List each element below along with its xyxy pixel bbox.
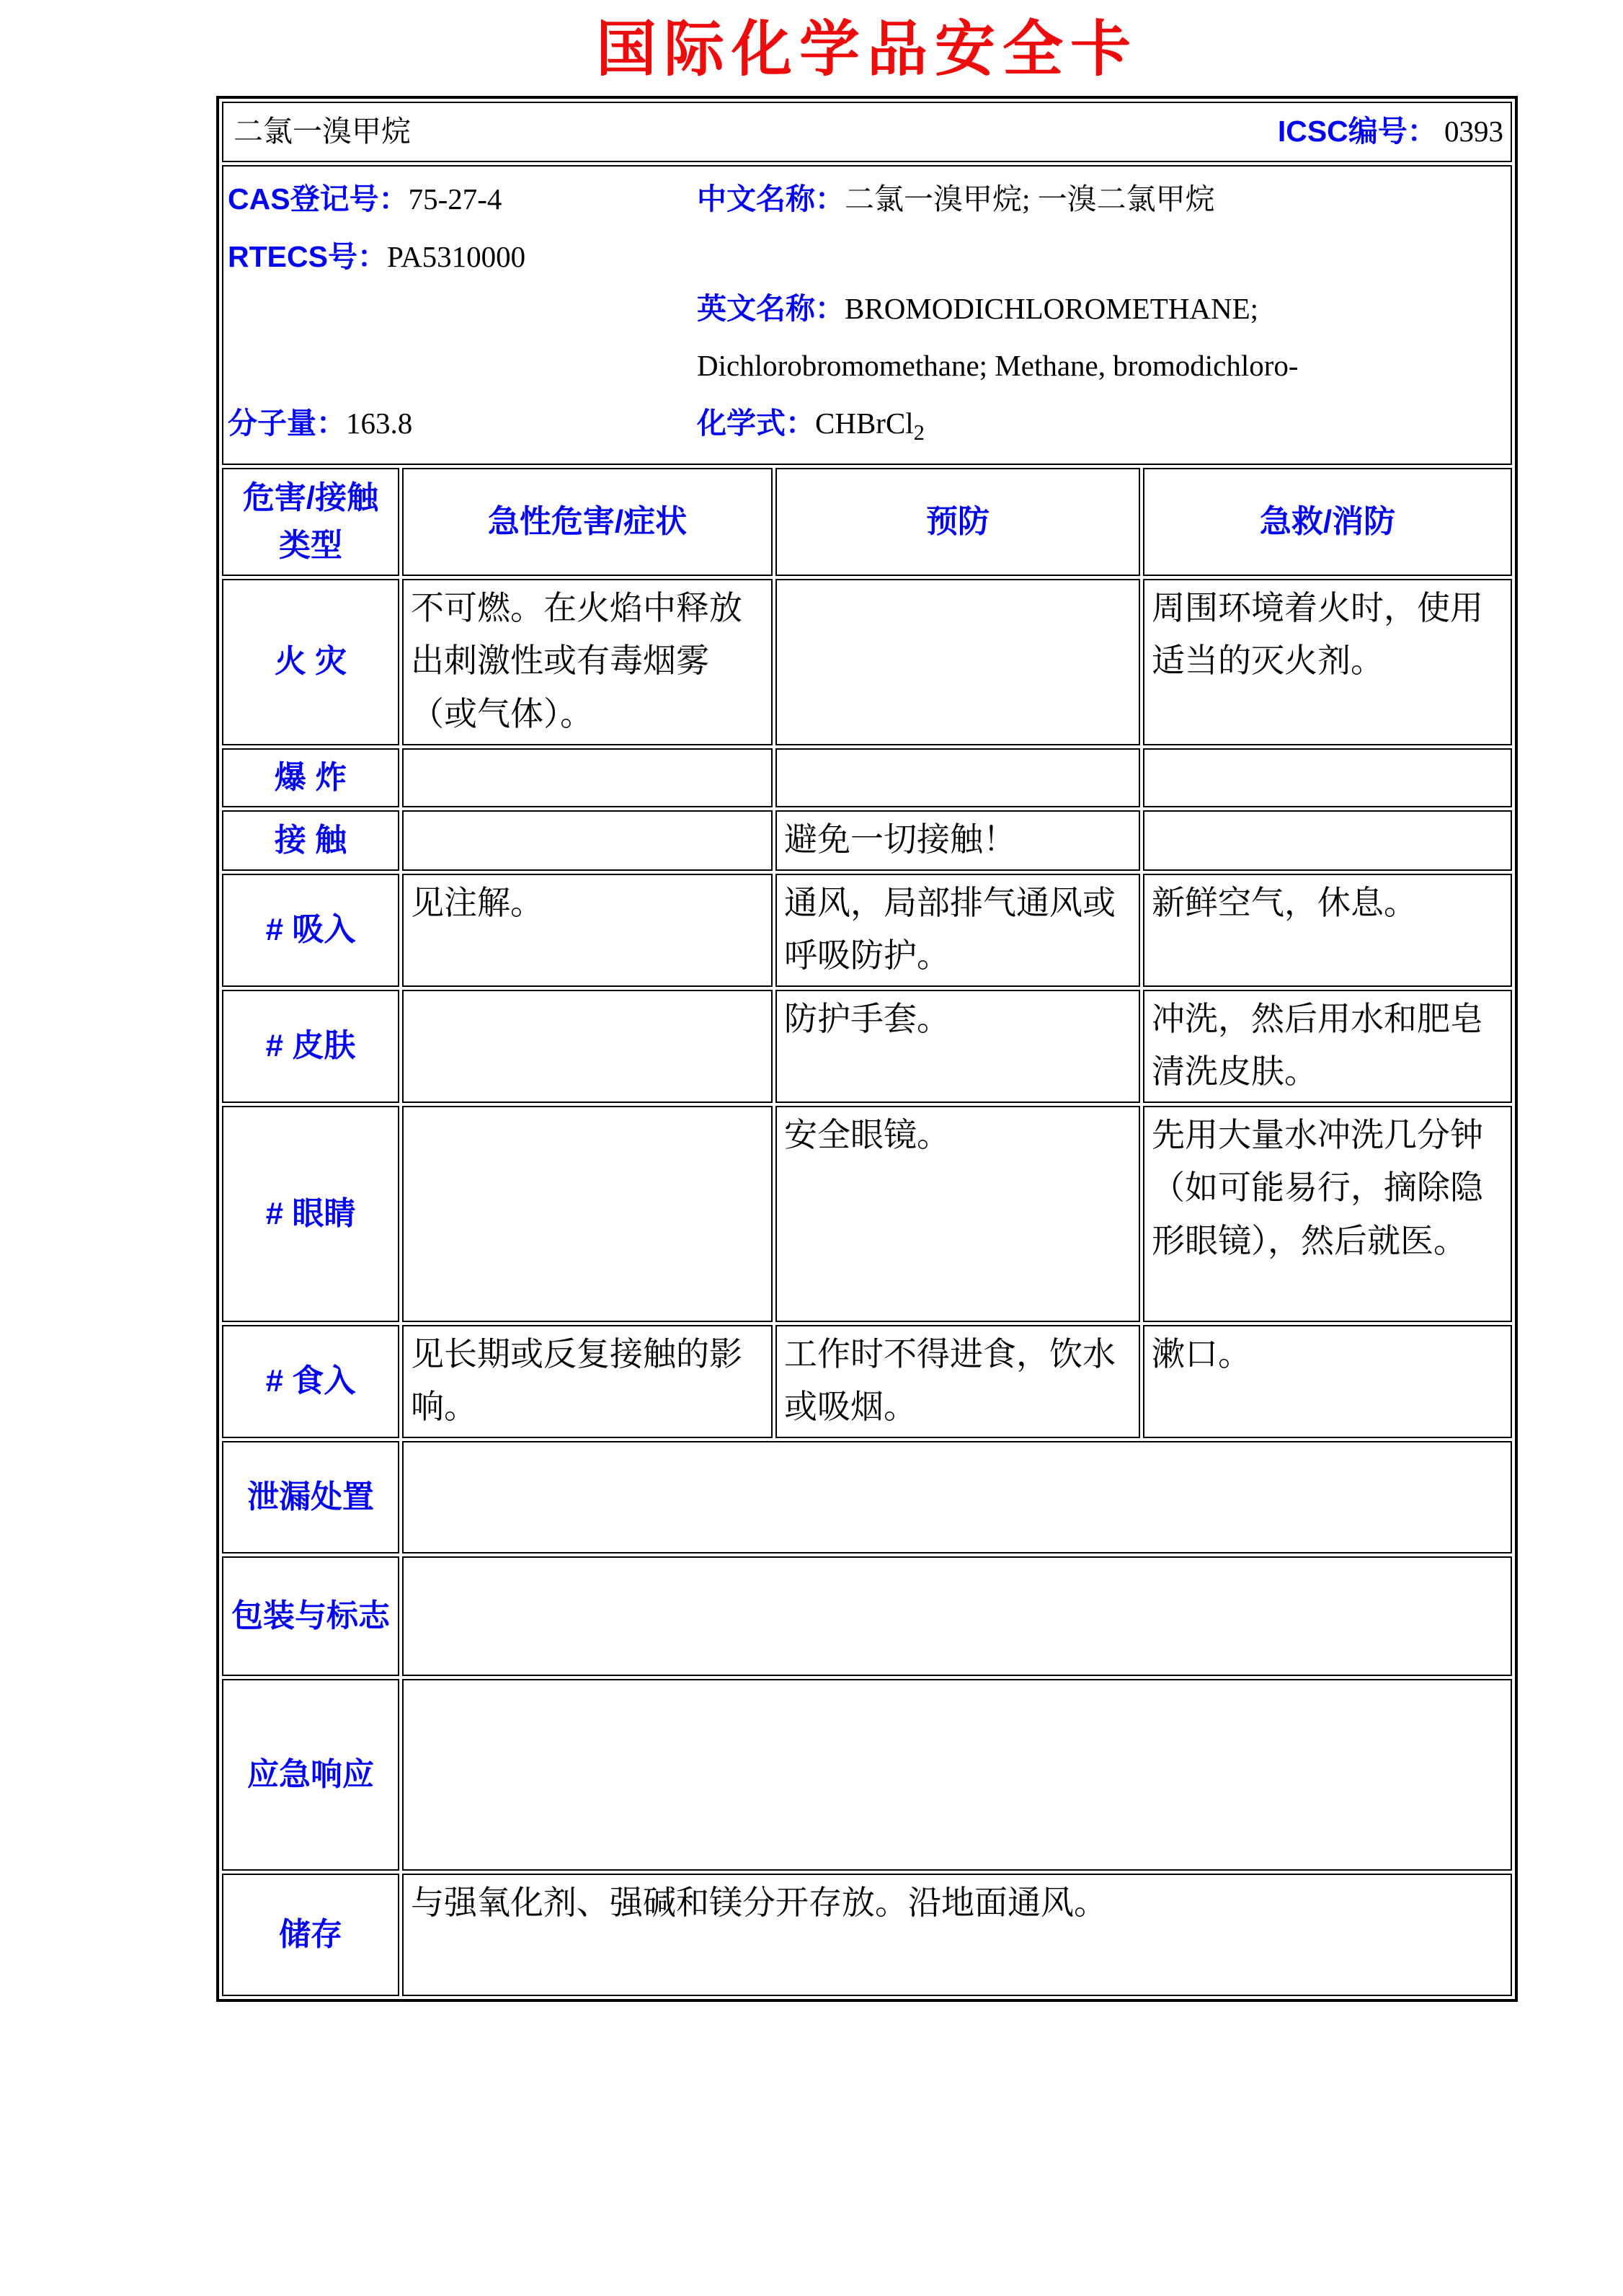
fire-symptoms-cell: 不可燃。在火焰中释放出刺激性或有毒烟雾（或气体）。 [402,579,773,745]
formula-base: CHBrCl [815,407,914,440]
fire-prevention-cell [775,579,1140,745]
icsc-number [1278,108,1503,156]
cn-name-line [697,171,1505,229]
hazard-row-exposure [222,810,1512,871]
explosion-prevention-cell [775,748,1140,807]
en-name-block [697,280,1505,396]
fire-first-aid-cell: 周围环境着火时，使用适当的灭火剂。 [1143,579,1512,745]
exposure-label: 接 触 [222,810,399,871]
packaging-labelling-content [402,1556,1512,1676]
formula-label: 化学式： [697,407,815,440]
inhalation-prevention-cell: 通风，局部排气通风或呼吸防护。 [775,874,1140,987]
ingestion-first-aid-cell: 漱口。 [1143,1325,1512,1438]
mol-weight-line [223,395,697,454]
storage-label: 储存 [222,1874,399,1996]
spillage-disposal-label: 泄漏处置 [222,1441,399,1553]
eyes-first-aid-cell: 先用大量水冲洗几分钟（如可能易行，摘除隐形眼镜），然后就医。 [1143,1106,1512,1322]
en-name-label: 英文名称： [697,291,845,325]
cn-name-value: 二氯一溴甲烷; 一溴二氯甲烷 [845,182,1215,216]
exposure-symptoms-cell [402,810,773,871]
inhalation-label: # 吸入 [222,874,399,987]
chemical-name: 二氯一溴甲烷 [234,114,411,148]
hazard-row-ingestion [222,1325,1512,1438]
rtecs-number-line [228,229,697,286]
rtecs-label: RTECS号： [228,239,387,273]
section-row-spillage-disposal [222,1441,1512,1553]
inhalation-symptoms-cell: 见注解。 [402,874,773,987]
skin-prevention-cell: 防护手套。 [775,990,1140,1103]
en-name-line1 [697,280,1505,338]
ingestion-symptoms-cell: 见长期或反复接触的影响。 [402,1325,773,1438]
en-name-value-line1: BROMODICHLOROMETHANE; [845,291,1258,325]
registry-numbers [223,171,697,396]
formula-subscript: 2 [913,420,925,446]
spillage-disposal-content [402,1441,1512,1553]
explosion-first-aid-cell [1143,748,1512,807]
packaging-labelling-label: 包装与标志 [222,1556,399,1676]
chemical-names [697,171,1511,396]
mol-weight-label: 分子量： [228,407,346,440]
exposure-first-aid-cell [1143,810,1512,871]
ingestion-prevention-cell: 工作时不得进食，饮水或吸烟。 [775,1325,1140,1438]
section-row-packaging-labelling [222,1556,1512,1676]
emergency-response-content [402,1679,1512,1871]
icsc-page [216,0,1518,2002]
card-header-row [222,102,1512,162]
header-hazard-type-line2: 类型 [279,527,342,563]
explosion-symptoms-cell [402,748,773,807]
icsc-number-value: 0393 [1444,114,1504,148]
identification-row [222,165,1512,465]
hazard-row-inhalation [222,874,1512,987]
icsc-number-label: ICSC编号： [1277,114,1437,148]
skin-symptoms-cell [402,990,773,1103]
cas-label: CAS登记号： [228,182,409,216]
fire-label: 火 灾 [222,579,399,745]
ingestion-label: # 食入 [222,1325,399,1438]
section-row-storage [222,1874,1512,1996]
eyes-label: # 眼睛 [222,1106,399,1322]
identification-cell [222,165,1512,465]
cas-value: 75-27-4 [408,182,502,216]
hazard-row-eyes [222,1106,1512,1322]
explosion-label: 爆 炸 [222,748,399,807]
mol-weight-value: 163.8 [346,407,413,440]
rtecs-value: PA5310000 [386,239,526,273]
hazard-table-header-row [222,468,1512,576]
icsc-card-table [216,96,1518,2002]
emergency-response-label: 应急响应 [222,1679,399,1871]
hazard-row-explosion [222,748,1512,807]
header-hazard-type-line1: 危害/接触 [242,479,379,515]
formula-line [697,395,1511,454]
header-prevention: 预防 [775,468,1140,576]
cn-name-label: 中文名称： [697,182,845,216]
header-first-aid: 急救/消防 [1143,468,1512,576]
skin-label: # 皮肤 [222,990,399,1103]
eyes-prevention-cell: 安全眼镜。 [775,1106,1140,1322]
eyes-symptoms-cell [402,1106,773,1322]
page-title: 国际化学品安全卡 [595,17,1138,84]
section-row-emergency-response [222,1679,1512,1871]
exposure-prevention-cell: 避免一切接触！ [775,810,1140,871]
hazard-row-skin [222,990,1512,1103]
storage-content: 与强氧化剂、强碱和镁分开存放。沿地面通风。 [402,1874,1512,1996]
header-acute-symptoms: 急性危害/症状 [402,468,773,576]
en-name-line2: Dichlorobromomethane; Methane, bromodichloro- [697,349,1299,383]
hazard-row-fire [222,579,1512,745]
cas-number-line [228,171,697,229]
inhalation-first-aid-cell: 新鲜空气，休息。 [1143,874,1512,987]
card-header-cell [222,102,1512,162]
header-hazard-type [222,468,399,576]
skin-first-aid-cell: 冲洗，然后用水和肥皂清洗皮肤。 [1143,990,1512,1103]
